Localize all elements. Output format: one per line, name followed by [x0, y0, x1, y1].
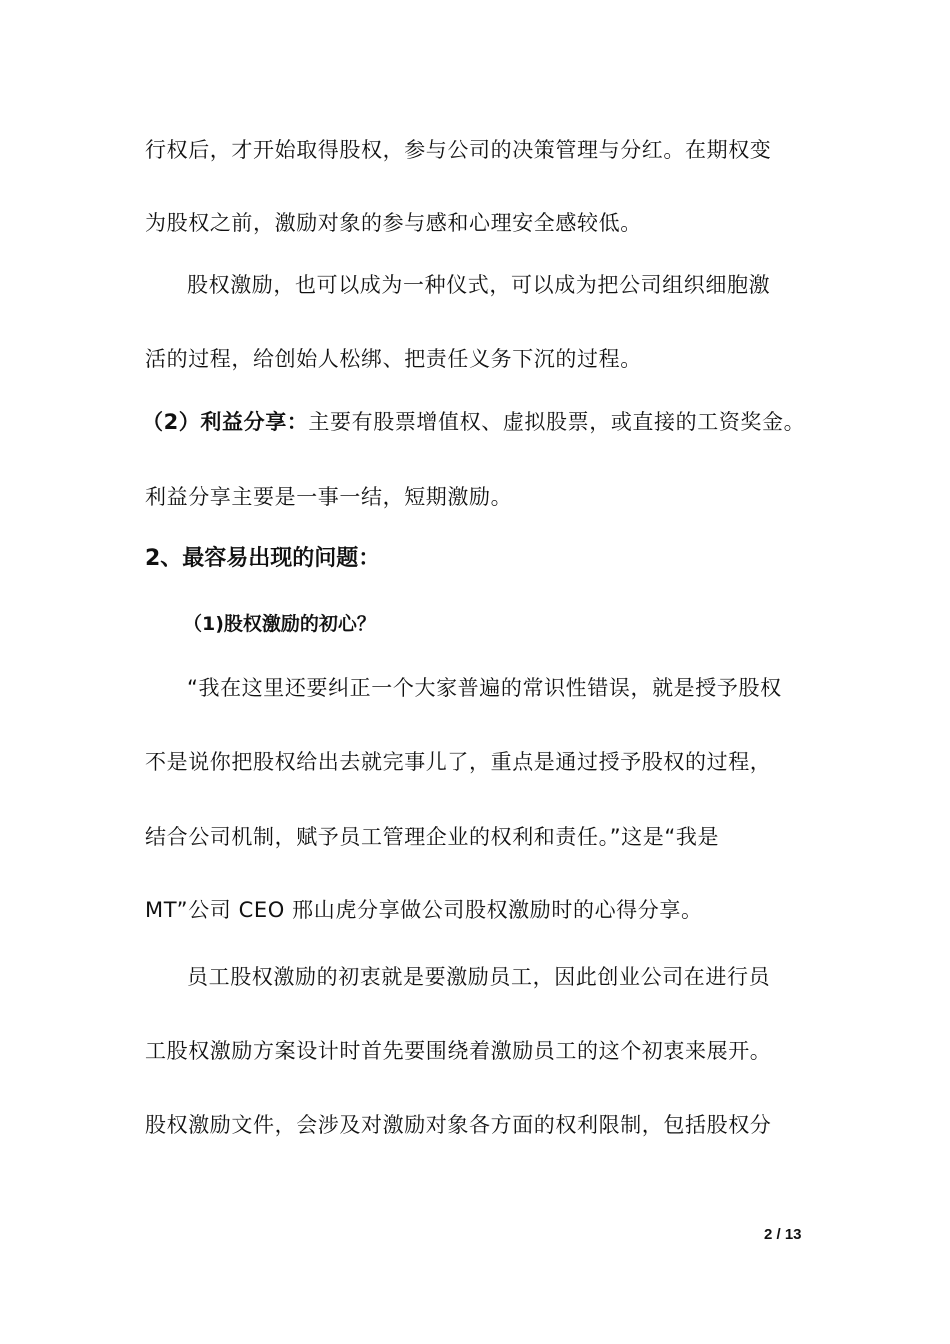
- quote-line: “我在这里还要纠正一个大家普遍的常识性错误，就是授予股权: [187, 676, 782, 700]
- paragraph-line: 工股权激励方案设计时首先要围绕着激励员工的这个初衷来展开。: [145, 1039, 772, 1063]
- subsection-heading: （1)股权激励的初心？: [183, 613, 376, 635]
- benefit-line: [142, 407, 812, 437]
- paragraph-line: 股权激励文件，会涉及对激励对象各方面的权利限制，包括股权分: [145, 1113, 772, 1137]
- section-heading: 2、最容易出现的问题：: [145, 546, 381, 571]
- paragraph-line: 股权激励，也可以成为一种仪式，可以成为把公司组织细胞激: [187, 273, 771, 297]
- quote-line: 不是说你把股权给出去就完事儿了，重点是通过授予股权的过程，: [145, 750, 772, 774]
- paragraph-line: 行权后，才开始取得股权，参与公司的决策管理与分红。在期权变: [145, 138, 772, 162]
- paragraph-line: 活的过程，给创始人松绑、把责任义务下沉的过程。: [145, 347, 642, 371]
- benefit-text: 主要有股票增值权、虚拟股票，或直接的工资奖金。: [308, 410, 806, 434]
- paragraph-line: 为股权之前，激励对象的参与感和心理安全感较低。: [145, 211, 642, 235]
- quote-line: MT”公司 CEO 邢山虎分享做公司股权激励时的心得分享。: [145, 898, 703, 922]
- paragraph-line: 利益分享主要是一事一结，短期激励。: [145, 485, 513, 509]
- quote-line: 结合公司机制，赋予员工管理企业的权利和责任。”这是“我是: [145, 825, 720, 849]
- benefit-label: （2）利益分享：: [142, 410, 309, 434]
- paragraph-line: 员工股权激励的初衷就是要激励员工，因此创业公司在进行员: [187, 965, 771, 989]
- page-number: 2 / 13: [764, 1226, 802, 1243]
